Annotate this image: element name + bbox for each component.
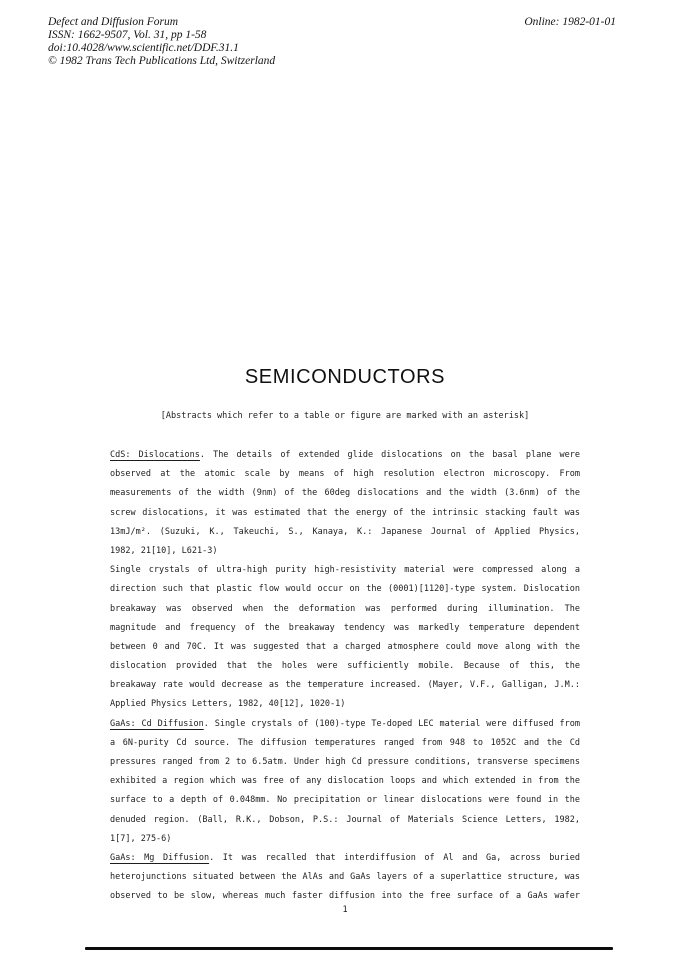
abstract-line: surface to a depth of 0.048mm. No precipitation or linear dislocations were found in the <box>110 795 580 806</box>
abstract-line: direction such that plastic flow would occur on the (0001)[1120]-type system. Dislocation <box>110 584 580 595</box>
publication-header <box>48 16 616 68</box>
journal-title: Defect and Diffusion Forum <box>48 16 178 28</box>
abstract-line: 13mJ/m². (Suzuki, K., Takeuchi, S., Kanaya, K.: Japanese Journal of Applied Physics, <box>110 526 580 537</box>
abstract-line <box>110 715 580 734</box>
abstract-line: Single crystals of ultra-high purity high-resistivity material were compressed along a <box>110 565 580 576</box>
abstract-citation-line: 1982, 21[10], L621-3) <box>110 545 218 556</box>
abstract-heading: CdS: Dislocations <box>110 450 200 460</box>
abstract-cds-dislocations <box>110 446 580 561</box>
abstract-citation-line: Applied Physics Letters, 1982, 40[12], 1020-1) <box>110 699 346 710</box>
journal-issn-volume: ISSN: 1662-9507, Vol. 31, pp 1-58 <box>48 28 207 41</box>
journal-copyright: © 1982 Trans Tech Publications Ltd, Switzerland <box>48 54 276 67</box>
abstract-gaas-cd-diffusion <box>110 715 580 849</box>
journal-doi: doi:10.4028/www.scientific.net/DDF.31.1 <box>48 41 239 54</box>
asterisk-note: [Abstracts which refer to a table or figure are marked with an asterisk] <box>160 411 530 421</box>
abstract-line: a 6N-purity Cd source. The diffusion temperatures ranged from 948 to 1052C and the Cd <box>110 737 580 748</box>
abstract-line: pressures ranged from 2 to 6.5atm. Under high Cd pressure conditions, transverse specimens <box>110 757 580 767</box>
page-number: 1 <box>342 905 348 915</box>
abstract-line: denuded region. (Ball, R.K., Dobson, P.S.: Journal of Materials Science Letters, 1982, <box>110 814 580 825</box>
abstract-heading: GaAs: Cd Diffusion <box>110 718 204 729</box>
abstract-line-text: . The details of extended glide dislocations on the basal plane were <box>199 450 580 460</box>
abstract-line: breakaway rate would decrease as the temperature increased. (Mayer, V.F., Galligan, J.M.: <box>110 680 580 691</box>
bottom-rule <box>85 947 613 950</box>
abstract-line: observed to be slow, whereas much faster diffusion into the free surface of a GaAs wafer <box>110 891 580 902</box>
abstract-line: measurements of the width (9nm) of the 60deg dislocations and the width (3.6nm) of the <box>110 488 580 499</box>
abstract-line: between 0 and 70C. It was suggested that a charged atmosphere could move along with the <box>110 641 580 652</box>
abstract-line <box>110 849 580 868</box>
abstract-gaas-mg-diffusion <box>110 849 580 907</box>
abstract-heading: GaAs: Mg Diffusion <box>110 852 210 863</box>
abstract-line-text: . It was recalled that interdiffusion of Al and Ga, across buried <box>209 852 580 863</box>
abstract-cds-breakaway <box>110 561 580 715</box>
abstracts-body <box>110 446 580 907</box>
abstract-line: magnitude and frequency of the breakaway tendency was markedly temperature dependent <box>110 622 580 633</box>
abstract-line: dislocation provided that the holes were sufficiently mobile. Because of this, the <box>110 661 580 672</box>
abstract-line <box>110 446 580 465</box>
abstract-line: screw dislocations, it was estimated that the energy of the intrinsic stacking fault was <box>110 507 580 518</box>
section-title: SEMICONDUCTORS <box>244 366 446 388</box>
abstract-line: observed at the atomic scale by means of high resolution electron microscopy. From <box>110 469 580 480</box>
abstract-line: heterojunctions situated between the AlAs and GaAs layers of a superlattice structure, was <box>110 872 580 883</box>
abstract-line-text: . Single crystals of (100)-type Te-doped LEC material were diffused from <box>203 718 580 729</box>
abstract-line: exhibited a region which was free of any dislocation loops and which extended in from the <box>110 776 580 787</box>
online-date: Online: 1982-01-01 <box>524 16 616 28</box>
abstract-citation-line: 1[7], 275-6) <box>110 833 172 844</box>
abstract-line: breakaway was observed when the deformation was performed during illumination. The <box>110 603 580 614</box>
